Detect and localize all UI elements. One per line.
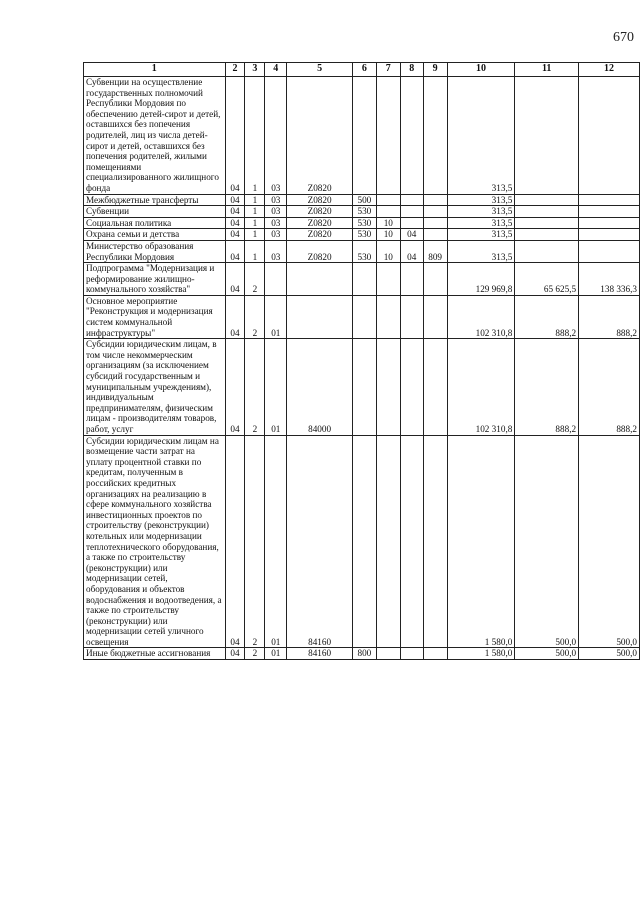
- col-4-cell: 01: [265, 435, 287, 648]
- col-5-cell: Z0820: [287, 77, 353, 195]
- col-12-cell: [579, 77, 640, 195]
- col-3-cell: 2: [245, 435, 265, 648]
- col-2-cell: 04: [225, 229, 245, 241]
- col-6-cell: [352, 263, 376, 296]
- col-8-cell: [400, 263, 423, 296]
- page-number: 670: [613, 30, 634, 45]
- col-2-cell: 04: [225, 77, 245, 195]
- col-7-cell: [376, 206, 400, 218]
- col-3-cell: 1: [245, 229, 265, 241]
- col-4-cell: 01: [265, 648, 287, 660]
- col-9-cell: [423, 217, 447, 229]
- column-header: 3: [245, 63, 265, 77]
- row-name-cell: Субвенции: [84, 206, 226, 218]
- col-8-cell: [400, 77, 423, 195]
- col-12-cell: [579, 240, 640, 262]
- col-3-cell: 1: [245, 206, 265, 218]
- col-4-cell: [265, 263, 287, 296]
- table-row: [84, 295, 640, 338]
- col-5-cell: Z0820: [287, 194, 353, 206]
- col-8-cell: [400, 217, 423, 229]
- row-name-cell: Охрана семьи и детства: [84, 229, 226, 241]
- col-2-cell: 04: [225, 295, 245, 338]
- col-2-cell: 04: [225, 263, 245, 296]
- column-header: 10: [447, 63, 515, 77]
- col-8-cell: [400, 435, 423, 648]
- col-12-cell: 138 336,3: [579, 263, 640, 296]
- col-11-cell: 888,2: [515, 339, 579, 435]
- col-9-cell: [423, 648, 447, 660]
- col-10-cell: 129 969,8: [447, 263, 515, 296]
- row-name-cell: Субсидии юридическим лицам на возмещение части затрат на уплату процентной ставки по кредитам, полученным в российских кредитных организациях на реализацию в сфере коммунального хозяйства инвестиционных проектов по строительству (реконструкции) котельных или модернизации теплотехнического оборудования, а также по строительству (реконструкции) или модернизации сетей, оборудования и объектов водоснабжения и водоотведения, а также по строительству (реконструкции) или модернизации сетей уличного освещения: [84, 435, 226, 648]
- col-9-cell: [423, 77, 447, 195]
- column-header: 11: [515, 63, 579, 77]
- col-9-cell: 809: [423, 240, 447, 262]
- col-7-cell: 10: [376, 240, 400, 262]
- col-10-cell: 313,5: [447, 77, 515, 195]
- col-2-cell: 04: [225, 194, 245, 206]
- col-5-cell: 84160: [287, 435, 353, 648]
- col-6-cell: 530: [352, 240, 376, 262]
- col-7-cell: [376, 77, 400, 195]
- col-5-cell: [287, 295, 353, 338]
- col-8-cell: [400, 339, 423, 435]
- table-row: [84, 206, 640, 218]
- row-name-cell: Основное мероприятие "Реконструкция и модернизация систем коммунальной инфраструктуры": [84, 295, 226, 338]
- table-row: [84, 240, 640, 262]
- col-6-cell: 530: [352, 206, 376, 218]
- col-10-cell: 102 310,8: [447, 295, 515, 338]
- col-12-cell: 500,0: [579, 435, 640, 648]
- col-6-cell: 530: [352, 217, 376, 229]
- col-10-cell: 313,5: [447, 229, 515, 241]
- col-11-cell: 500,0: [515, 648, 579, 660]
- col-4-cell: 03: [265, 240, 287, 262]
- col-4-cell: 03: [265, 77, 287, 195]
- col-12-cell: 888,2: [579, 295, 640, 338]
- table-row: [84, 229, 640, 241]
- col-4-cell: 01: [265, 339, 287, 435]
- col-11-cell: 500,0: [515, 435, 579, 648]
- col-5-cell: 84160: [287, 648, 353, 660]
- col-12-cell: 500,0: [579, 648, 640, 660]
- col-9-cell: [423, 263, 447, 296]
- col-8-cell: [400, 295, 423, 338]
- table-row: [84, 648, 640, 660]
- col-12-cell: [579, 206, 640, 218]
- col-10-cell: 102 310,8: [447, 339, 515, 435]
- col-12-cell: [579, 217, 640, 229]
- col-4-cell: 03: [265, 194, 287, 206]
- col-2-cell: 04: [225, 339, 245, 435]
- col-6-cell: [352, 77, 376, 195]
- col-8-cell: 04: [400, 229, 423, 241]
- col-9-cell: [423, 435, 447, 648]
- col-2-cell: 04: [225, 217, 245, 229]
- col-10-cell: 313,5: [447, 206, 515, 218]
- budget-table: [83, 62, 640, 660]
- col-12-cell: 888,2: [579, 339, 640, 435]
- column-header: 9: [423, 63, 447, 77]
- column-header: 5: [287, 63, 353, 77]
- row-name-cell: Министерство образования Республики Мордовия: [84, 240, 226, 262]
- table-row: [84, 339, 640, 435]
- column-header: 4: [265, 63, 287, 77]
- col-9-cell: [423, 339, 447, 435]
- col-8-cell: 04: [400, 240, 423, 262]
- col-3-cell: 1: [245, 194, 265, 206]
- col-11-cell: [515, 77, 579, 195]
- table-row: [84, 217, 640, 229]
- col-10-cell: 313,5: [447, 217, 515, 229]
- col-6-cell: 500: [352, 194, 376, 206]
- col-9-cell: [423, 229, 447, 241]
- col-7-cell: [376, 263, 400, 296]
- col-6-cell: 800: [352, 648, 376, 660]
- col-3-cell: 2: [245, 263, 265, 296]
- col-6-cell: [352, 339, 376, 435]
- col-8-cell: [400, 206, 423, 218]
- col-3-cell: 2: [245, 295, 265, 338]
- col-2-cell: 04: [225, 206, 245, 218]
- col-5-cell: 84000: [287, 339, 353, 435]
- col-5-cell: [287, 263, 353, 296]
- column-header: 2: [225, 63, 245, 77]
- col-11-cell: [515, 217, 579, 229]
- col-4-cell: 03: [265, 229, 287, 241]
- col-10-cell: 1 580,0: [447, 435, 515, 648]
- col-9-cell: [423, 194, 447, 206]
- col-6-cell: [352, 295, 376, 338]
- col-4-cell: 03: [265, 206, 287, 218]
- table-row: [84, 194, 640, 206]
- table-row: [84, 263, 640, 296]
- col-11-cell: [515, 206, 579, 218]
- row-name-cell: Социальная политика: [84, 217, 226, 229]
- col-11-cell: [515, 229, 579, 241]
- row-name-cell: Подпрограмма "Модернизация и реформирование жилищно-коммунального хозяйства": [84, 263, 226, 296]
- column-header: 6: [352, 63, 376, 77]
- col-8-cell: [400, 648, 423, 660]
- col-2-cell: 04: [225, 648, 245, 660]
- row-name-cell: Субсидии юридическим лицам, в том числе некоммерческим организациям (за исключением субсидий государственным и муниципальным учреждениям), индивидуальным предпринимателям, физическим лицам - производителям товаров, работ, услуг: [84, 339, 226, 435]
- col-5-cell: Z0820: [287, 206, 353, 218]
- col-2-cell: 04: [225, 240, 245, 262]
- column-header: 1: [84, 63, 226, 77]
- col-3-cell: 2: [245, 648, 265, 660]
- col-7-cell: [376, 648, 400, 660]
- header-row: [84, 63, 640, 77]
- col-7-cell: [376, 339, 400, 435]
- col-11-cell: [515, 240, 579, 262]
- column-header: 8: [400, 63, 423, 77]
- col-3-cell: 1: [245, 217, 265, 229]
- col-2-cell: 04: [225, 435, 245, 648]
- col-7-cell: 10: [376, 217, 400, 229]
- col-3-cell: 1: [245, 77, 265, 195]
- col-7-cell: 10: [376, 229, 400, 241]
- col-9-cell: [423, 206, 447, 218]
- col-11-cell: 65 625,5: [515, 263, 579, 296]
- col-11-cell: [515, 194, 579, 206]
- col-7-cell: [376, 435, 400, 648]
- col-12-cell: [579, 229, 640, 241]
- col-4-cell: 03: [265, 217, 287, 229]
- col-11-cell: 888,2: [515, 295, 579, 338]
- row-name-cell: Межбюджетные трансферты: [84, 194, 226, 206]
- col-3-cell: 2: [245, 339, 265, 435]
- col-7-cell: [376, 194, 400, 206]
- table-row: [84, 435, 640, 648]
- col-12-cell: [579, 194, 640, 206]
- col-9-cell: [423, 295, 447, 338]
- column-header: 7: [376, 63, 400, 77]
- col-4-cell: 01: [265, 295, 287, 338]
- row-name-cell: Иные бюджетные ассигнования: [84, 648, 226, 660]
- col-6-cell: 530: [352, 229, 376, 241]
- col-3-cell: 1: [245, 240, 265, 262]
- col-7-cell: [376, 295, 400, 338]
- column-header: 12: [579, 63, 640, 77]
- col-10-cell: 313,5: [447, 194, 515, 206]
- col-6-cell: [352, 435, 376, 648]
- col-5-cell: Z0820: [287, 229, 353, 241]
- row-name-cell: Субвенции на осуществление государственных полномочий Республики Мордовия по обеспечению детей-сирот и детей, оставшихся без попечения родителей, лиц из числа детей-сирот и детей, оставшихся без попечения родителей, жилыми помещениями специализированного жилищного фонда: [84, 77, 226, 195]
- col-10-cell: 313,5: [447, 240, 515, 262]
- table-row: [84, 77, 640, 195]
- col-5-cell: Z0820: [287, 217, 353, 229]
- col-5-cell: Z0820: [287, 240, 353, 262]
- col-8-cell: [400, 194, 423, 206]
- col-10-cell: 1 580,0: [447, 648, 515, 660]
